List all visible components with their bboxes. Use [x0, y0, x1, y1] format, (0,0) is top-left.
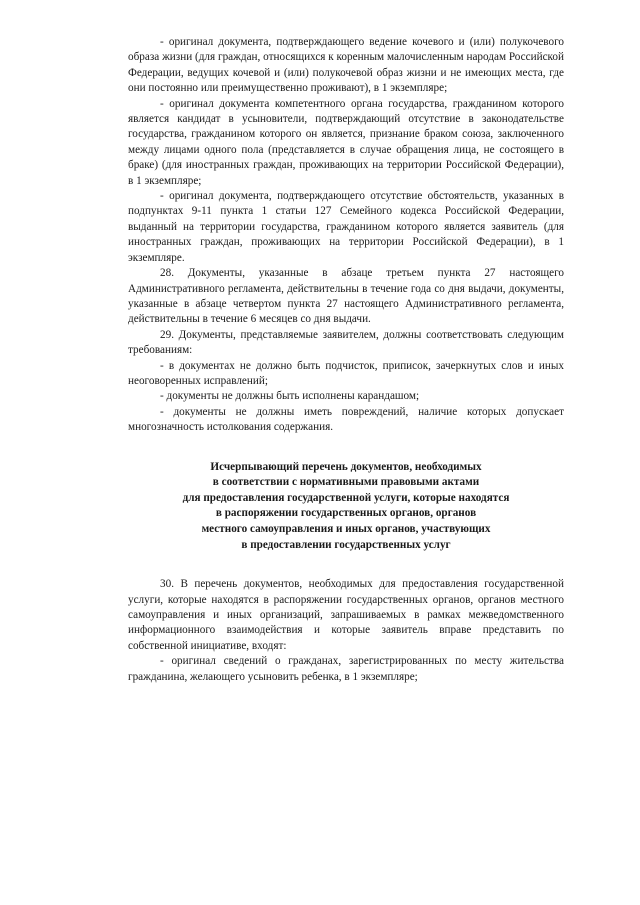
heading-line: Исчерпывающий перечень документов, необходимых [210, 460, 482, 473]
paragraph-absence-circumstances: - оригинал документа, подтверждающего отсутствие обстоятельств, указанных в подпунктах 9-11 пункта 1 статьи 127 Семейного кодекса Российской Федерации, выданный на территории государства, гражданином которого является заявитель (для иностранных граждан, проживающих на территории Российской Федерации), в 1 экземпляре. [128, 190, 564, 264]
document-body [128, 35, 564, 685]
heading-line: для предоставления государственной услуги, которые находятся [182, 491, 510, 504]
paragraph-30-interagency-documents: 30. В перечень документов, необходимых для предоставления государственной услуги, которые находятся в распоряжении государственных органов, органов местного самоуправления и иных организаций, запрашиваемых в рамках межведомственного информационного взаимодействия и которые заявитель вправе представить по собственной инициативе, входят: [128, 578, 564, 652]
requirement-no-pencil: - документы не должны быть исполнены карандашом; [160, 390, 420, 403]
heading-line: в предоставлении государственных услуг [241, 538, 451, 551]
requirement-no-corrections: - в документах не должно быть подчисток, приписок, зачеркнутых слов и иных неоговоренных исправлений; [128, 359, 564, 387]
heading-line: местного самоуправления и иных органов, участвующих [201, 522, 491, 535]
paragraph-nomadic-lifestyle: - оригинал документа, подтверждающего ведение кочевого и (или) полукочевого образа жизни (для граждан, относящихся к коренным малочисленным народам Российской Федерации, ведущих кочевой и (или) полукочевой образ жизни и не имеющих места, где они постоянно или преимущественно проживают), в 1 экземпляре; [128, 36, 564, 95]
paragraph-28-validity: 28. Документы, указанные в абзаце третьем пункта 27 настоящего Административного регламента, действительны в течение года со дня выдачи, документы, указанные в абзаце четвертом пункта 27 настоящего Административного регламента, действительны в течение 6 месяцев со дня выдачи. [128, 267, 564, 326]
section-heading [128, 460, 564, 554]
requirement-no-damage: - документы не должны иметь повреждений, наличие которых допускает многозначность истолкования содержания. [128, 405, 564, 434]
paragraph-foreign-state-document: - оригинал документа компетентного органа государства, гражданином которого является кандидат в усыновители, подтверждающий отсутствие в законодательстве государства, гражданином которого он является, признание браком союза, заключенного между лицами одного пола (представляется в случае обращения лица, не состоящего в браке) (для иностранных граждан, проживающих на территории Российской Федерации), в 1 экземпляре; [128, 97, 564, 187]
paragraph-29-requirements: 29. Документы, представляемые заявителем, должны соответствовать следующим требованиям: [128, 328, 564, 357]
heading-line: в соответствии с нормативными правовыми актами [212, 476, 480, 489]
heading-line: в распоряжении государственных органов, органов [215, 507, 477, 520]
paragraph-registration-info: - оригинал сведений о гражданах, зарегистрированных по месту жительства гражданина, желающего усыновить ребенка, в 1 экземпляре; [128, 655, 564, 683]
